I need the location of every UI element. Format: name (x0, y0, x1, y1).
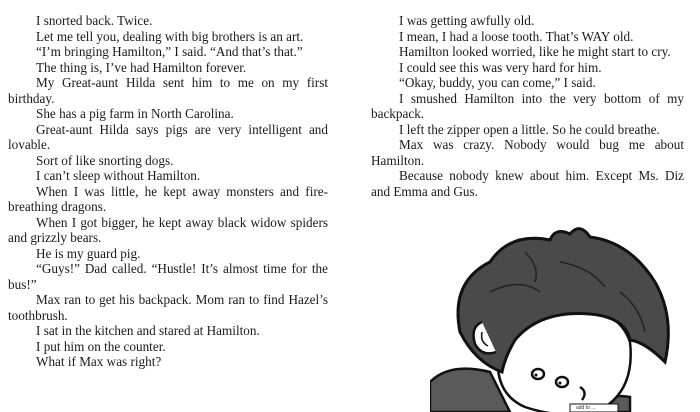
paragraph: I sat in the kitchen and stared at Hamilton. (36, 323, 260, 338)
paragraph: I left the zipper open a little. So he could breathe. (399, 121, 660, 137)
paragraph: Hamilton looked worried, like he might start to cry. (399, 44, 671, 59)
paragraph: I snorted back. Twice. (36, 13, 153, 28)
paragraph: The thing is, I’ve had Hamilton forever. (36, 59, 247, 75)
paragraph: I put him on the counter. (36, 338, 166, 354)
paragraph: “Guys!” Dad called. “Hustle! It’s almost time for the bus!” (8, 261, 328, 292)
paragraph: My Great-aunt Hilda sent him to me on my first birthday. (8, 75, 328, 106)
boy-illustration (430, 222, 700, 412)
paragraph: She has a pig farm in North Carolina. (36, 106, 234, 121)
paragraph: When I got bigger, he kept away black widow spiders and grizzly bears. (8, 214, 328, 245)
paragraph: I was getting awfully old. (399, 13, 535, 28)
paragraph: I can’t sleep without Hamilton. (36, 168, 201, 183)
paragraph: I smushed Hamilton into the very bottom of my backpack. (371, 90, 684, 121)
left-text-column (8, 13, 328, 370)
paragraph: Because nobody knew about him. Except Ms. Diz and Emma and Gus. (371, 168, 684, 199)
illustration-label: add to ... (576, 405, 596, 411)
paragraph: Max ran to get his backpack. Mom ran to find Hazel’s toothbrush. (8, 292, 328, 323)
paragraph: I could see this was very hard for him. (399, 59, 602, 75)
paragraph: Let me tell you, dealing with big brothers is an art. (36, 28, 304, 44)
right-text-column (371, 13, 684, 199)
boy-drawing-icon (430, 222, 700, 412)
paragraph: I mean, I had a loose tooth. That’s WAY old. (399, 28, 634, 44)
paragraph: What if Max was right? (36, 354, 162, 369)
paragraph: When I was little, he kept away monsters and fire-breathing dragons. (8, 183, 328, 214)
paragraph: Sort of like snorting dogs. (36, 152, 174, 168)
paragraph: Max was crazy. Nobody would bug me about Hamilton. (371, 137, 684, 168)
paragraph: He is my guard pig. (36, 245, 141, 261)
paragraph: “Okay, buddy, you can come,” I said. (399, 75, 596, 90)
paragraph: Great-aunt Hilda says pigs are very intelligent and lovable. (8, 121, 328, 152)
paragraph: “I’m bringing Hamilton,” I said. “And that’s that.” (36, 44, 303, 59)
